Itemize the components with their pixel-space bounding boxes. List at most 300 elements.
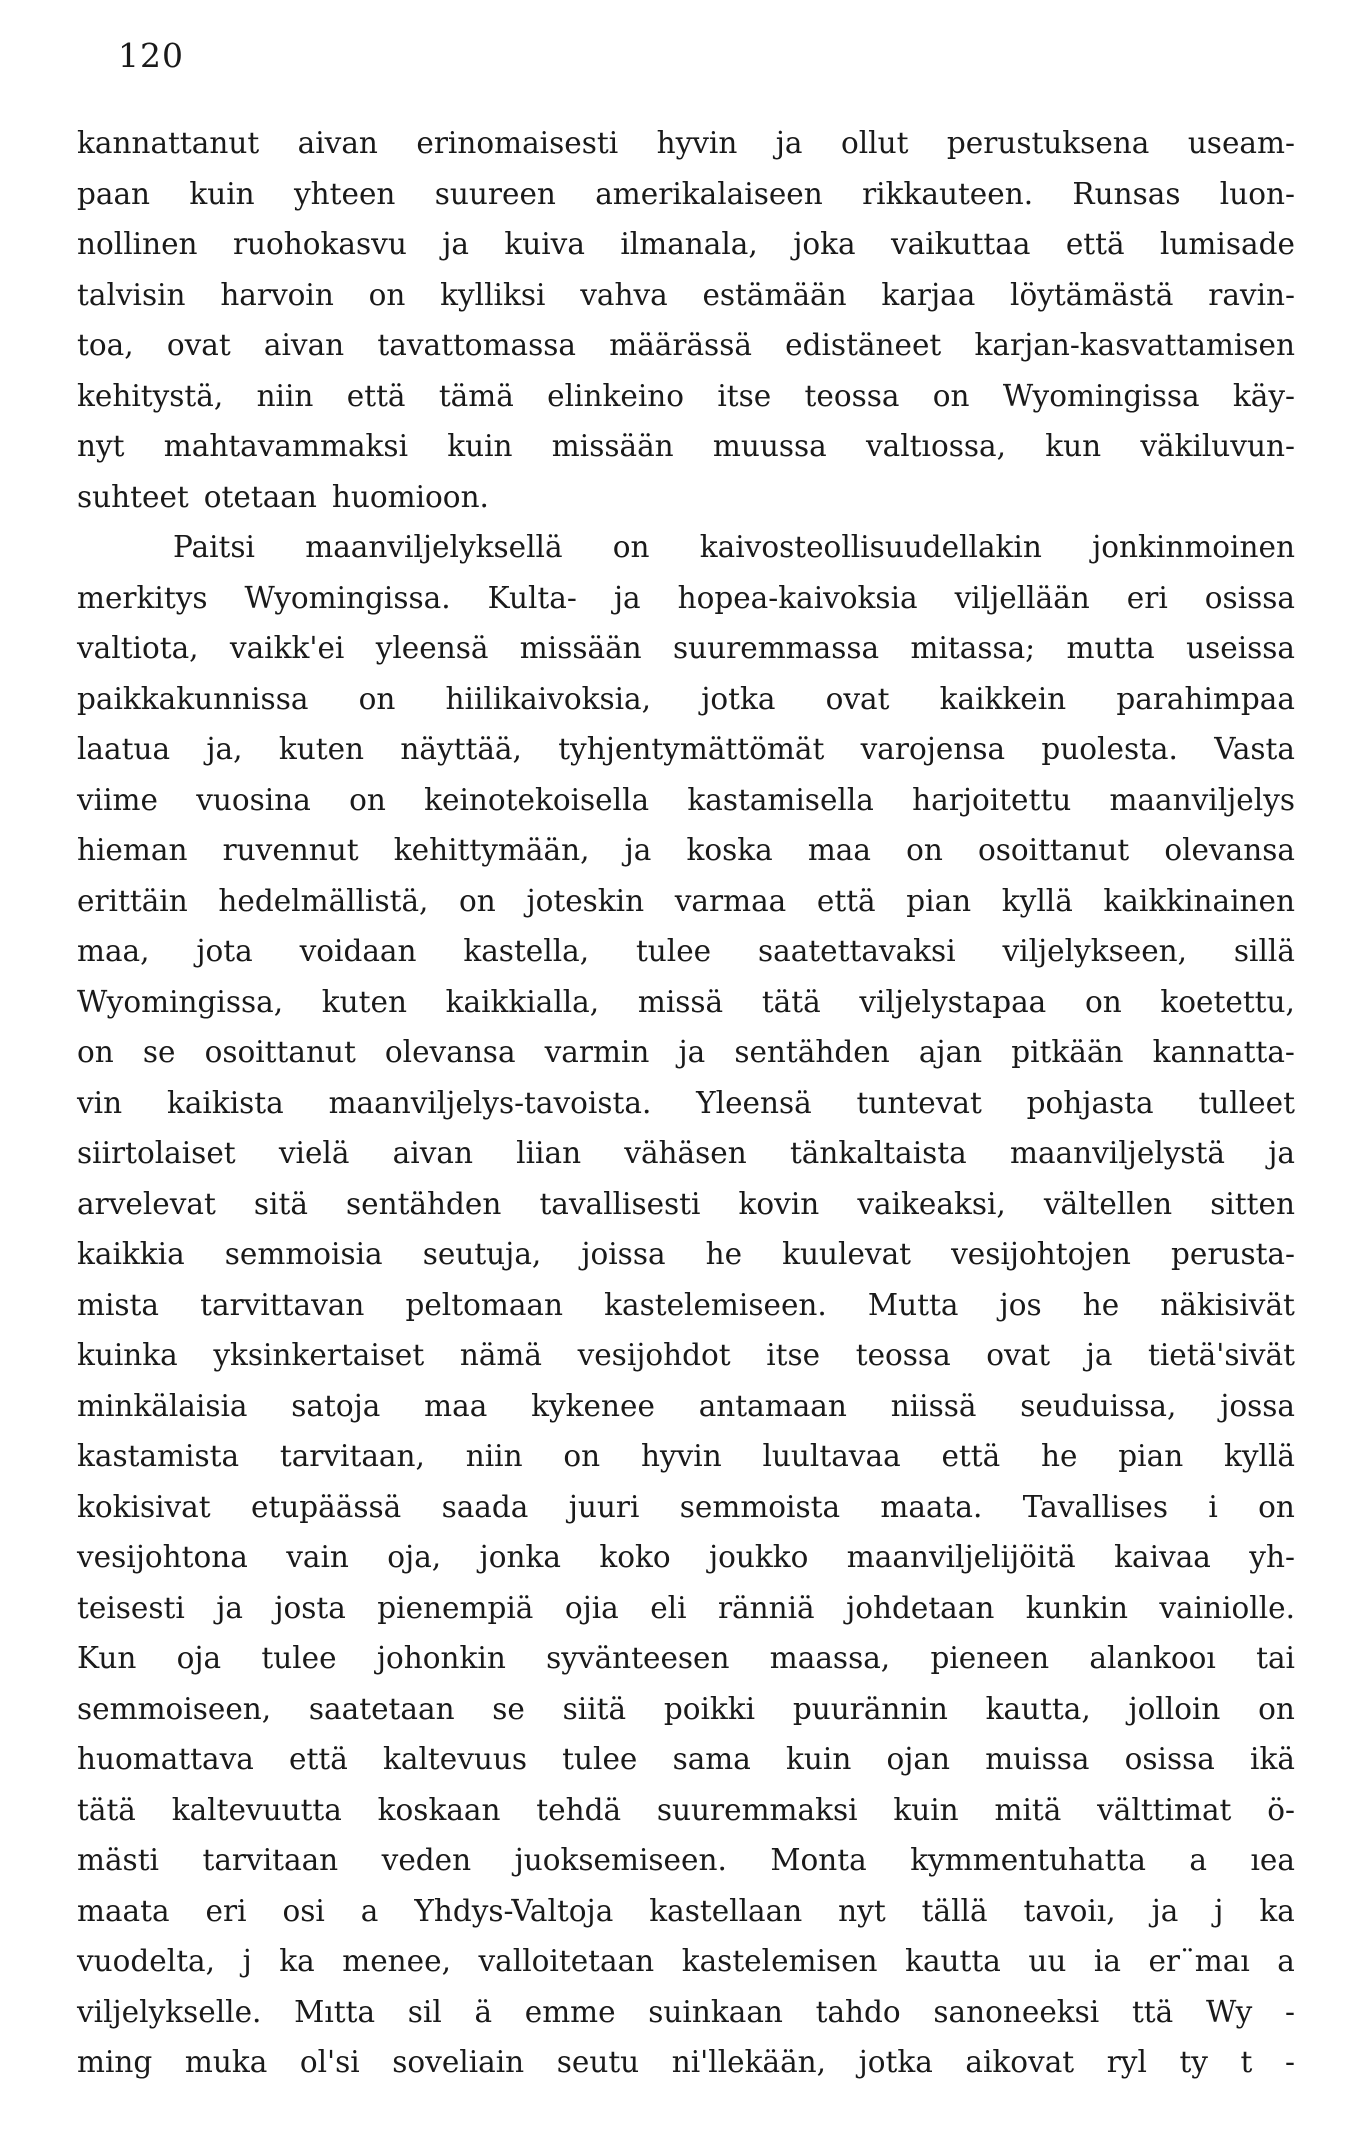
word: Mutta [867, 1287, 959, 1322]
word: voidaan [299, 934, 417, 968]
text-line [77, 1532, 1295, 1583]
body-text [77, 118, 1295, 2088]
word: pian [1118, 1439, 1184, 1473]
word: laatua [77, 732, 171, 766]
word: ja, [206, 732, 243, 766]
text-line [77, 1482, 1295, 1533]
word: on [349, 782, 386, 817]
word: aivan [297, 126, 378, 160]
word: tavallisesti [539, 1186, 701, 1221]
word: eri [1126, 580, 1168, 615]
word: tulee [562, 1742, 638, 1776]
word: kaikkialla, [445, 984, 600, 1019]
word: arvelevat [77, 1186, 216, 1221]
word: kastamisella [687, 782, 874, 817]
word: eli [650, 1590, 687, 1625]
word: ia [1093, 1944, 1121, 1978]
word: kuin [189, 176, 255, 211]
word: ja [624, 833, 652, 867]
word: erittäin [77, 883, 188, 918]
word: tämä [438, 378, 514, 413]
text-line [77, 775, 1295, 826]
word: ojia [564, 1590, 619, 1625]
word: kaltevuutta [171, 1792, 342, 1827]
word: Wyomingissa [1002, 378, 1200, 413]
word: siitä [562, 1691, 627, 1726]
word: kuten [321, 984, 407, 1019]
word: aivan [263, 328, 345, 362]
word: oja [176, 1641, 222, 1675]
word: ruohokasvu [232, 227, 407, 261]
word: joteskin [526, 883, 645, 918]
word: j [1214, 1893, 1224, 1928]
word: harjoitettu [912, 782, 1072, 817]
word: maanviljelystä [1009, 1136, 1225, 1170]
word: teossa [855, 1338, 951, 1372]
word: er¨maı [1148, 1944, 1250, 1978]
word: nämä [459, 1338, 542, 1372]
word: kuin [786, 1742, 852, 1776]
word: kastamista [77, 1439, 240, 1473]
word: maanviljelys-tavoista. [328, 1085, 652, 1120]
word: ttä [1131, 1994, 1174, 2029]
word: maata. [880, 1489, 983, 1524]
word: kuulevat [782, 1237, 912, 1271]
word: ja [216, 1590, 243, 1625]
word: eri [205, 1893, 247, 1928]
word: jotka [858, 2045, 933, 2079]
word: seutu [556, 2045, 640, 2079]
word: nyt [77, 429, 125, 463]
word: kaltevuus [382, 1742, 527, 1776]
word: josta [274, 1590, 346, 1625]
word: suureen [434, 176, 556, 211]
word: tyhjentymättömät [558, 732, 825, 766]
word: huomattava [77, 1742, 254, 1776]
word: vaikk'ei [229, 631, 345, 665]
word: on [368, 277, 406, 312]
word: tulee [635, 934, 712, 968]
word: liian [516, 1136, 582, 1170]
word: ä [474, 1994, 493, 2029]
text-line [77, 1280, 1295, 1331]
word: ö- [1267, 1792, 1295, 1827]
word: parahimpaa [1116, 681, 1295, 716]
word: saatettavaksi [758, 934, 956, 968]
word: kuinka [77, 1338, 178, 1372]
text-line [77, 1583, 1295, 1634]
word: ovat [166, 328, 231, 362]
word: on [612, 530, 650, 564]
word: yhteen [294, 176, 396, 211]
word: Wy [1205, 1994, 1253, 2029]
word: Monta [770, 1843, 867, 1877]
word: suinkaan [648, 1994, 783, 2029]
word: useissa [1186, 631, 1295, 665]
word: juoksemiseen. [514, 1843, 727, 1877]
word: mästi [77, 1843, 159, 1877]
text-line [77, 977, 1295, 1028]
word: vin [77, 1085, 123, 1120]
word: maa [424, 1388, 488, 1423]
word: on [1258, 1691, 1295, 1726]
word: kautta, [985, 1691, 1091, 1726]
word: elinkeino [547, 378, 685, 413]
word: suuremmaksi [656, 1792, 858, 1827]
word: kaikkia [77, 1237, 185, 1271]
word: aikovat [965, 2045, 1075, 2079]
word: kaivosteollisuudellakin [699, 530, 1042, 564]
text-line [77, 1785, 1295, 1836]
word: teossa [804, 378, 900, 413]
word: kaikkein [939, 681, 1067, 716]
word: vain [286, 1540, 349, 1574]
word: että [1065, 227, 1125, 261]
word: väkiluvun- [1140, 429, 1295, 463]
word: muissa [985, 1742, 1090, 1776]
text-line [77, 522, 1295, 573]
word: vahva [580, 277, 668, 312]
text-line [77, 623, 1295, 674]
word: pieneen [930, 1641, 1050, 1675]
word: ryl [1106, 2045, 1147, 2079]
word: nyt [838, 1893, 886, 1928]
word: hedelmällistä, [218, 883, 429, 918]
word: erinomaisesti [416, 126, 619, 160]
word: tätä [77, 1792, 136, 1827]
word: suhteet [77, 479, 189, 514]
word: osissa [1124, 1742, 1215, 1776]
text-line [77, 2037, 1295, 2088]
word: a [1277, 1944, 1295, 1978]
word: varmaa [674, 883, 787, 918]
word: ränniä [717, 1590, 815, 1625]
word: ojan [886, 1742, 951, 1776]
word: varmin [544, 1035, 650, 1069]
word: kuten [278, 732, 365, 766]
word: kannattanut [77, 126, 260, 160]
word: kuin [447, 429, 513, 463]
text-line [77, 1633, 1295, 1684]
word: tuntevat [856, 1085, 982, 1120]
word: on [932, 378, 970, 413]
word: koetettu, [1160, 984, 1295, 1019]
word: missään [551, 429, 674, 463]
word: viljelystapaa [859, 984, 1047, 1019]
word: vältellen [1043, 1186, 1173, 1221]
word: vaikuttaa [890, 227, 1031, 261]
word: valtıossa, [865, 429, 1006, 463]
word: vielä [278, 1136, 350, 1170]
word: maa [807, 833, 871, 867]
word: semmoista [679, 1489, 841, 1524]
word: ja [613, 580, 641, 615]
word: puolesta. [1041, 732, 1178, 766]
word: pitkään [1011, 1035, 1124, 1069]
word: maanviljelys [1109, 782, 1295, 817]
text-line [77, 472, 1295, 523]
word: tätä [761, 984, 821, 1019]
word: kastellaan [649, 1893, 803, 1928]
word: Tavallises [1022, 1489, 1169, 1524]
word: harvoin [220, 277, 334, 312]
word: karjaa [881, 277, 976, 312]
word: tulleet [1198, 1085, 1295, 1120]
word: kaikkinainen [1103, 883, 1295, 918]
text-line [77, 118, 1295, 169]
word: luultavaa [762, 1439, 901, 1473]
word: se [492, 1691, 525, 1726]
word: luon- [1219, 176, 1295, 211]
word: kyllä [1223, 1439, 1295, 1473]
word: osissa [1204, 580, 1295, 615]
word: tällä [921, 1893, 988, 1928]
word: yleensä [375, 631, 489, 665]
word: keinotekoisella [424, 782, 650, 817]
word: mista [77, 1287, 159, 1322]
word: viime [77, 782, 158, 817]
word: ja [442, 227, 469, 261]
word: he [1082, 1287, 1120, 1322]
word: muussa [712, 429, 827, 463]
word: kyllä [1001, 883, 1073, 918]
text-line [77, 1229, 1295, 1280]
word: on [563, 1439, 601, 1473]
word: missä [637, 984, 724, 1019]
word: veden [381, 1843, 472, 1877]
word: minkälaisia [77, 1388, 248, 1423]
word: Wyomingissa. [244, 580, 451, 615]
word: että [346, 378, 406, 413]
word: ty [1179, 2045, 1208, 2079]
word: sentähden [734, 1035, 890, 1069]
word: vesijohtona [77, 1540, 248, 1574]
word: syvänteesen [546, 1641, 730, 1675]
word: soveliain [392, 2045, 525, 2079]
word: on [1258, 1489, 1295, 1524]
word: ovat [825, 681, 890, 716]
word: tarvittavan [200, 1287, 365, 1322]
word: oja, [387, 1540, 442, 1574]
word: kastelemisen [681, 1944, 878, 1978]
text-line [77, 371, 1295, 422]
text-line [77, 1936, 1295, 1987]
word: ka [1259, 1893, 1295, 1928]
word: - [1284, 1994, 1295, 2029]
word: ming [77, 2045, 153, 2079]
text-line [77, 1886, 1295, 1937]
word: Mıtta [294, 1994, 376, 2029]
word: semmoisia [224, 1237, 383, 1271]
word: ja [1268, 1136, 1295, 1170]
word: että [289, 1742, 348, 1776]
word: ıea [1250, 1843, 1295, 1877]
text-line [77, 1684, 1295, 1735]
word: sentähden [345, 1186, 502, 1221]
word: tehdä [536, 1792, 622, 1827]
word: perusta- [1171, 1237, 1295, 1271]
word: - [1284, 2045, 1295, 2079]
word: Yhdys-Valtoja [414, 1893, 614, 1928]
word: a [360, 1893, 379, 1928]
word: johdetaan [846, 1590, 995, 1625]
word: ruvennut [222, 833, 359, 867]
word: koska [686, 833, 773, 867]
word: välttimat [1097, 1792, 1232, 1827]
word: hieman [77, 833, 188, 867]
word: kunkin [1025, 1590, 1128, 1625]
word: kykenee [531, 1388, 655, 1423]
text-line [77, 1381, 1295, 1432]
word: osi [282, 1893, 325, 1928]
word: otetaan [203, 479, 317, 514]
word: perustuksena [946, 126, 1150, 160]
word: ovat [986, 1338, 1051, 1372]
word: niin [465, 1439, 523, 1473]
word: useam- [1187, 126, 1295, 160]
word: osoittanut [977, 833, 1130, 867]
word: ilmanala, [620, 227, 758, 261]
word: i [1208, 1489, 1218, 1524]
text-line [77, 674, 1295, 725]
word: sanoneeksi [933, 1994, 1100, 2029]
word: kokisivat [77, 1489, 211, 1524]
word: emme [524, 1994, 616, 2029]
word: niissä [890, 1388, 977, 1423]
word: vuodelta, [77, 1944, 216, 1978]
word: paikkakunnissa [77, 681, 309, 716]
word: seuduissa, [1020, 1388, 1177, 1423]
word: etupäässä [250, 1489, 402, 1524]
text-line [77, 724, 1295, 775]
word: käy- [1232, 378, 1295, 413]
word: valtiota, [77, 631, 199, 665]
word: kastelemiseen. [604, 1287, 827, 1322]
text-line [77, 1179, 1295, 1230]
word: missään [519, 631, 642, 665]
word: siirtolaiset [77, 1136, 236, 1170]
word: sama [672, 1742, 751, 1776]
word: seutuja, [422, 1237, 542, 1271]
word: johonkin [376, 1641, 506, 1675]
word: ja [678, 1035, 706, 1069]
word: mutta [1066, 631, 1155, 665]
word: jota [196, 934, 253, 968]
word: pian [906, 883, 972, 918]
word: pohjasta [1026, 1085, 1154, 1120]
word: sitä [253, 1186, 308, 1221]
word: pienempiä [377, 1590, 534, 1625]
word: Wyomingissa, [77, 984, 284, 1019]
word: he [705, 1237, 743, 1271]
word: kaivaa [1114, 1540, 1211, 1574]
text-line [77, 169, 1295, 220]
text-line [77, 926, 1295, 977]
text-line [77, 876, 1295, 927]
word: kehitystä, [77, 378, 224, 413]
word: puurännin [792, 1691, 948, 1726]
word: amerikalaiseen [595, 176, 823, 211]
word: juuri [568, 1489, 640, 1524]
word: satoja [291, 1388, 381, 1423]
word: ja [1151, 1893, 1179, 1928]
word: Paitsi [173, 530, 255, 564]
word: kehittymään, [393, 833, 590, 867]
word: on [77, 1035, 114, 1069]
word: joissa [581, 1237, 666, 1271]
word: kovin [738, 1186, 820, 1221]
text-line [77, 1128, 1295, 1179]
word: ka [279, 1944, 315, 1978]
text-line [77, 219, 1295, 270]
word: että [816, 883, 876, 918]
text-line [77, 1835, 1295, 1886]
word: on [1084, 984, 1122, 1019]
word: saada [441, 1489, 529, 1524]
word: yh- [1249, 1540, 1295, 1574]
word: viljelykselle. [77, 1994, 262, 2029]
word: on [906, 833, 943, 867]
word: Yleensä [696, 1085, 812, 1120]
word: tarvitaan [202, 1843, 339, 1877]
word: on [459, 883, 496, 918]
word: vaikeaksi, [857, 1186, 1006, 1221]
word: jos [999, 1287, 1042, 1322]
word: sitten [1210, 1186, 1295, 1221]
text-line [77, 1987, 1295, 2038]
word: olevansa [1164, 833, 1295, 867]
word: vainiolle. [1159, 1590, 1295, 1625]
word: koskaan [377, 1792, 501, 1827]
word: ja [1085, 1338, 1113, 1372]
word: hiilikaivoksia, [445, 681, 652, 716]
word: rikkauteen. [862, 176, 1034, 211]
text-line [77, 1431, 1295, 1482]
word: kun [1045, 429, 1102, 463]
text-line [77, 1330, 1295, 1381]
word: hyvin [640, 1439, 722, 1473]
word: teisesti [77, 1590, 185, 1625]
word: antamaan [698, 1388, 847, 1423]
word: peltomaan [405, 1287, 563, 1322]
word: vesijohtojen [951, 1237, 1131, 1271]
word: Runsas [1072, 176, 1181, 211]
word: näkisivät [1160, 1287, 1295, 1322]
word: itse [717, 378, 772, 413]
word: tavattomassa [377, 328, 576, 362]
word: Kun [77, 1641, 137, 1675]
word: uu [1028, 1944, 1067, 1978]
word: valloitetaan [478, 1944, 655, 1978]
word: maanviljelijöitä [846, 1540, 1076, 1574]
word: tänkaltaista [789, 1136, 967, 1170]
word: he [1041, 1439, 1078, 1473]
word: poikki [663, 1691, 756, 1726]
word: määrässä [609, 328, 752, 362]
word: hyvin [656, 126, 738, 160]
word: j [242, 1944, 252, 1978]
word: kuin [893, 1792, 959, 1827]
word: tarvitaan, [279, 1439, 425, 1473]
word: joukko [708, 1540, 809, 1574]
word: karjan-kasvattamisen [974, 328, 1295, 362]
word: näyttää, [400, 732, 522, 766]
word: a [1189, 1843, 1207, 1877]
word: niin [256, 378, 314, 413]
word: se [142, 1035, 176, 1069]
word: sillä [1233, 934, 1295, 968]
word: varojensa [860, 732, 1006, 766]
